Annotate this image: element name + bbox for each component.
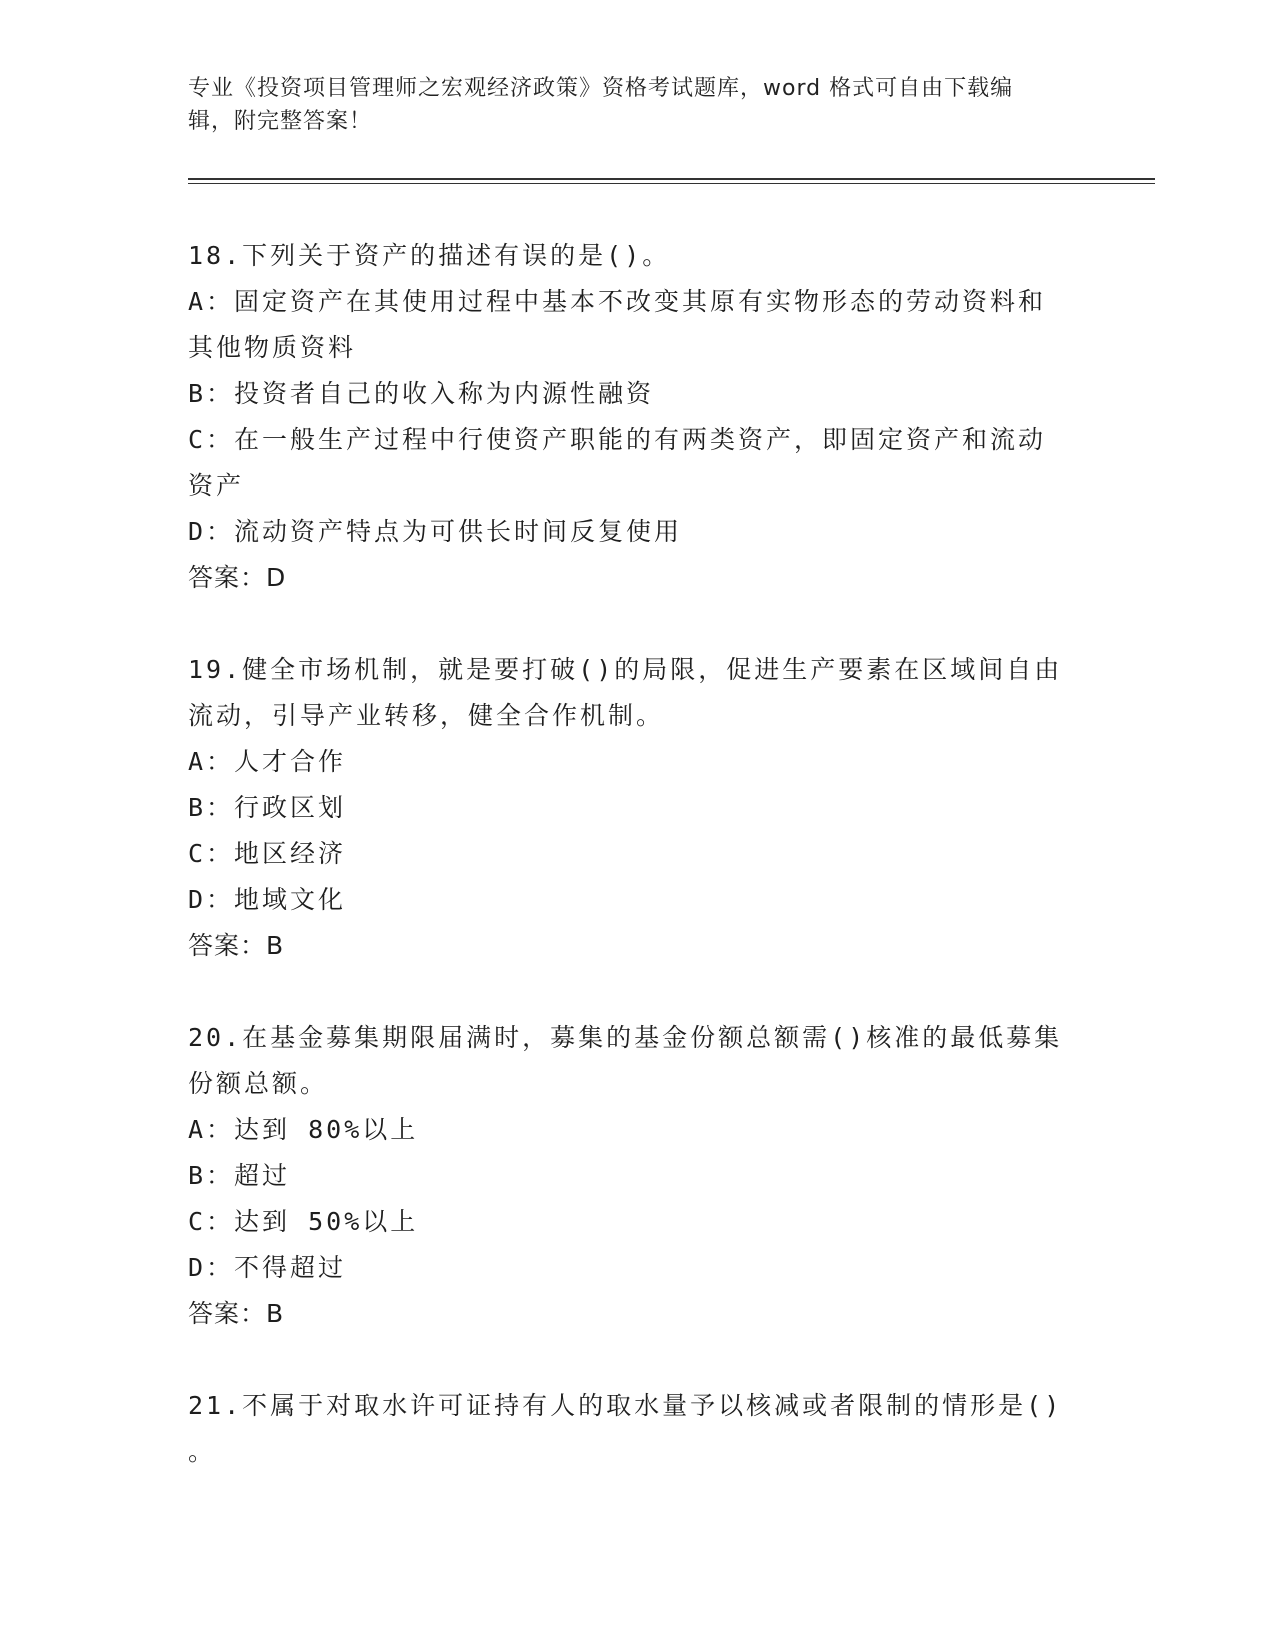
- question-stem-line: 份额总额。: [188, 1069, 329, 1098]
- question-stem-line: 20.在基金募集期限届满时，募集的基金份额总额需()核准的最低募集: [188, 1023, 1063, 1052]
- answer-option-line: C：达到 50%以上: [188, 1207, 419, 1236]
- question-stem-line: 19.健全市场机制，就是要打破()的局限，促进生产要素在区域间自由: [188, 655, 1063, 684]
- question-stem-line: 18.下列关于资产的描述有误的是()。: [188, 241, 671, 270]
- document-header: [188, 72, 1068, 138]
- answer-option-line: B：超过: [188, 1161, 291, 1190]
- answer-option: [188, 785, 1088, 831]
- answer-option: [188, 371, 1088, 417]
- header-divider-thick: [188, 178, 1155, 180]
- question-stem-line: 。: [188, 1437, 217, 1466]
- answer-option-line: A：固定资产在其使用过程中基本不改变其原有实物形态的劳动资料和: [188, 287, 1047, 316]
- header-line-2: 辑，附完整答案！: [188, 109, 373, 134]
- question-stem: [188, 233, 1088, 279]
- question-block: [188, 647, 1088, 969]
- answer-option-line: D：不得超过: [188, 1253, 347, 1282]
- answer-option: [188, 417, 1088, 509]
- answer-option-line: C：在一般生产过程中行使资产职能的有两类资产，即固定资产和流动: [188, 425, 1047, 454]
- answer-option: [188, 509, 1088, 555]
- answer-option-line: A：达到 80%以上: [188, 1115, 419, 1144]
- answer-option: [188, 1107, 1088, 1153]
- answer-option: [188, 739, 1088, 785]
- question-stem: [188, 1015, 1088, 1107]
- question-stem-line: 流动，引导产业转移，健全合作机制。: [188, 701, 665, 730]
- question-stem-line: 21.不属于对取水许可证持有人的取水量予以核减或者限制的情形是(): [188, 1391, 1063, 1420]
- answer-option-line: A：人才合作: [188, 747, 347, 776]
- answer-option: [188, 1199, 1088, 1245]
- answer-option-line: D：流动资产特点为可供长时间反复使用: [188, 517, 683, 546]
- answer-option: [188, 831, 1088, 877]
- answer-option: [188, 1245, 1088, 1291]
- question-block: [188, 233, 1088, 601]
- answer-option: [188, 279, 1088, 371]
- answer-option: [188, 1153, 1088, 1199]
- header-line-1: 专业《投资项目管理师之宏观经济政策》资格考试题库，word 格式可自由下载编: [188, 76, 1014, 101]
- answer-option-line: 其他物质资料: [188, 333, 357, 362]
- answer-option-line: B：行政区划: [188, 793, 347, 822]
- header-divider-thin: [188, 183, 1155, 184]
- answer-key: 答案：D: [188, 563, 287, 592]
- question-stem: [188, 1383, 1088, 1475]
- answer-option-line: C：地区经济: [188, 839, 347, 868]
- answer-option: [188, 877, 1088, 923]
- question-stem: [188, 647, 1088, 739]
- question-block: [188, 1383, 1088, 1475]
- question-block: [188, 1015, 1088, 1337]
- answer-key: 答案：B: [188, 1299, 285, 1328]
- answer-key: 答案：B: [188, 931, 285, 960]
- answer-option-line: D：地域文化: [188, 885, 347, 914]
- answer-option-line: B：投资者自己的收入称为内源性融资: [188, 379, 655, 408]
- answer-option-line: 资产: [188, 471, 245, 500]
- question-list: [188, 233, 1088, 1521]
